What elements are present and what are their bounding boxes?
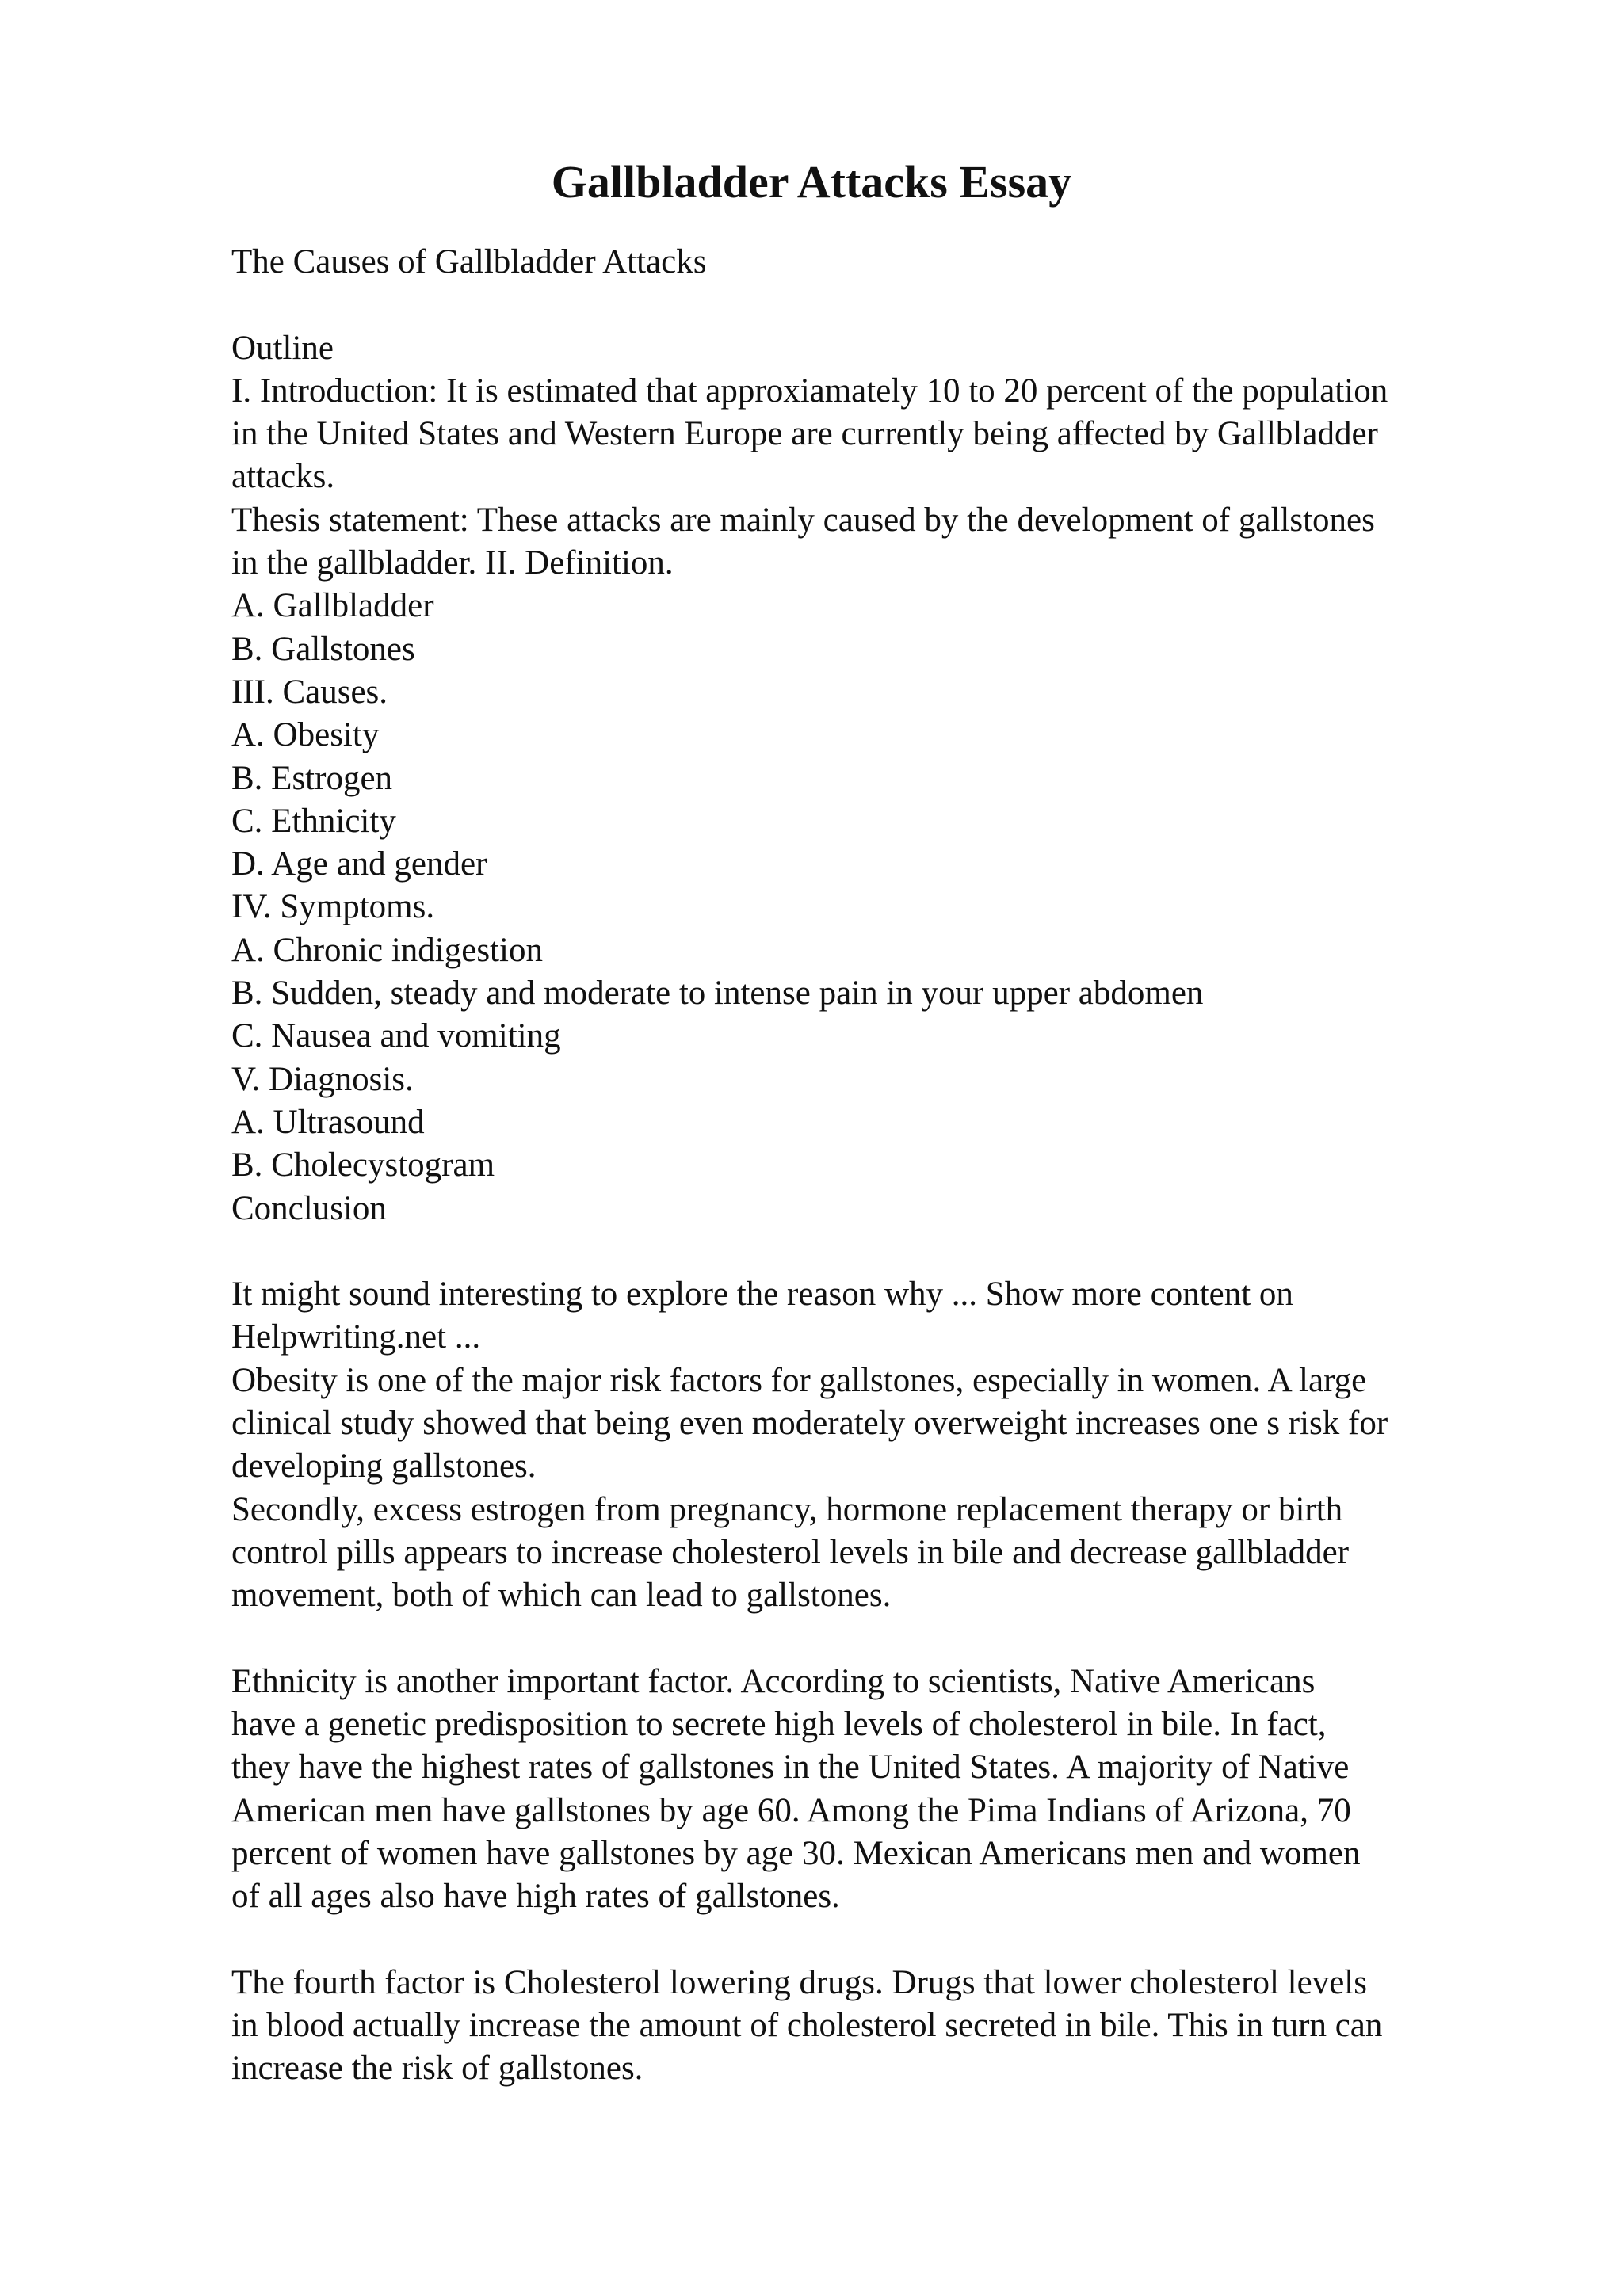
text-line: A. Ultrasound	[231, 1103, 425, 1141]
text-line: A. Obesity	[231, 716, 380, 754]
text-line: American men have gallstones by age 60. Among the Pima Indians of Arizona, 70	[231, 1791, 1351, 1829]
text-line: V. Diagnosis.	[231, 1060, 414, 1098]
paragraph-spacer	[231, 284, 1499, 326]
subtitle	[231, 241, 1499, 284]
text-line: of all ages also have high rates of gallstones.	[231, 1878, 840, 1916]
document-body	[231, 241, 1499, 2091]
text-line: they have the highest rates of gallstones in the United States. A majority of Native	[231, 1749, 1350, 1787]
text-line: in the United States and Western Europe are currently being affected by Gallbladder	[231, 415, 1378, 453]
body-paragraph-1	[231, 1273, 1499, 1617]
text-line: B. Cholecystogram	[231, 1146, 495, 1184]
text-line: It might sound interesting to explore the reason why ... Show more content on	[231, 1276, 1293, 1314]
text-line: Thesis statement: These attacks are mainly caused by the development of gallstones	[231, 501, 1375, 539]
text-line: Conclusion	[231, 1189, 387, 1227]
text-line: developing gallstones.	[231, 1447, 537, 1486]
text-line: IV. Symptoms.	[231, 888, 435, 926]
text-line: increase the risk of gallstones.	[231, 2050, 643, 2088]
text-line: B. Gallstones	[231, 630, 415, 668]
text-line: have a genetic predisposition to secrete high levels of cholesterol in bile. In fact,	[231, 1706, 1327, 1744]
text-line: in the gallbladder. II. Definition.	[231, 544, 674, 582]
outline	[231, 327, 1499, 1230]
text-line: III. Causes.	[231, 673, 388, 711]
text-line: Secondly, excess estrogen from pregnancy, hormone replacement therapy or birth	[231, 1490, 1343, 1528]
text-line: percent of women have gallstones by age 30. Mexican Americans men and women	[231, 1834, 1361, 1872]
page-title: Gallbladder Attacks Essay	[551, 156, 1072, 208]
text-line: Ethnicity is another important factor. According to scientists, Native Americans	[231, 1662, 1316, 1700]
text-line: control pills appears to increase cholesterol levels in bile and decrease gallbladder	[231, 1533, 1350, 1571]
text-line: A. Gallbladder	[231, 587, 434, 625]
text-line: Outline	[231, 329, 334, 367]
text-line: Obesity is one of the major risk factors for gallstones, especially in women. A large	[231, 1361, 1367, 1399]
text-line: in blood actually increase the amount of cholesterol secreted in bile. This in turn can	[231, 2007, 1383, 2045]
body-paragraph-3	[231, 1962, 1499, 2091]
text-line: movement, both of which can lead to gallstones.	[231, 1577, 892, 1615]
paragraph-spacer	[231, 1230, 1499, 1273]
paragraph-spacer	[231, 1618, 1499, 1661]
text-line: B. Sudden, steady and moderate to intense pain in your upper abdomen	[231, 974, 1204, 1013]
text-line: clinical study showed that being even moderately overweight increases one s risk for	[231, 1405, 1388, 1443]
paragraph-spacer	[231, 1919, 1499, 1962]
text-line: D. Age and gender	[231, 845, 487, 883]
text-line: Helpwriting.net ...	[231, 1318, 481, 1356]
text-line: I. Introduction: It is estimated that approxiamately 10 to 20 percent of the population	[231, 372, 1388, 410]
text-line: A. Chronic indigestion	[231, 931, 543, 969]
text-line: The Causes of Gallbladder Attacks	[231, 243, 707, 280]
text-line: The fourth factor is Cholesterol lowering drugs. Drugs that lower cholesterol levels	[231, 1963, 1367, 2001]
text-line: B. Estrogen	[231, 759, 393, 797]
body-paragraph-2	[231, 1661, 1499, 1919]
text-line: attacks.	[231, 458, 335, 496]
text-line: C. Nausea and vomiting	[231, 1017, 561, 1055]
text-line: C. Ethnicity	[231, 802, 396, 840]
